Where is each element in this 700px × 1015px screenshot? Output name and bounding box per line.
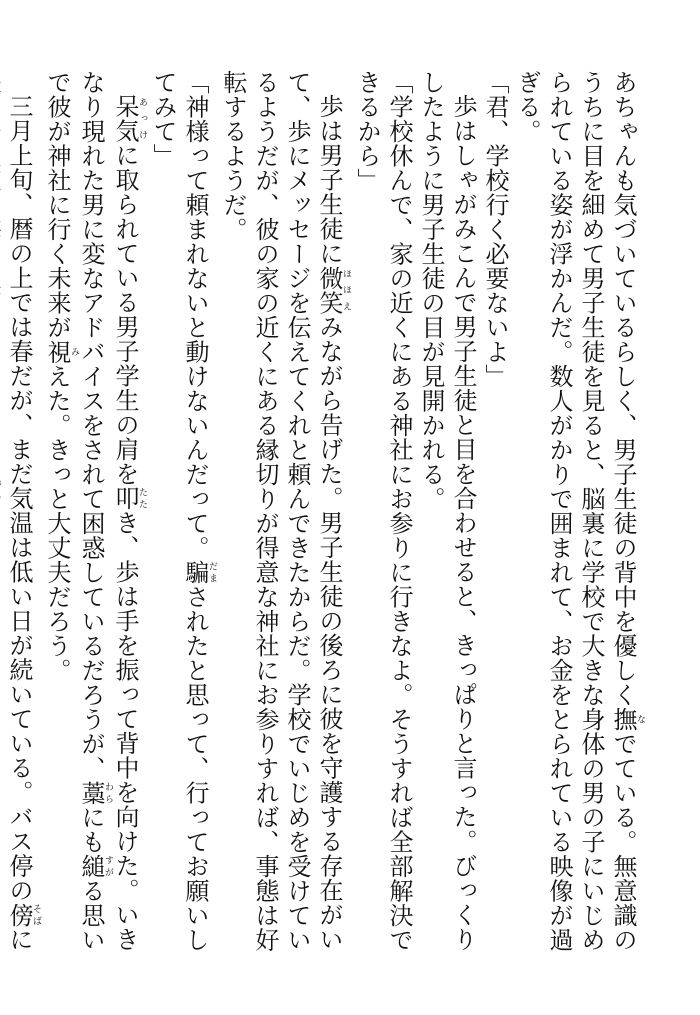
- paragraph: [479, 70, 511, 970]
- furigana: たた: [137, 486, 147, 511]
- ruby-word: 騙だま: [181, 560, 217, 585]
- ruby-word: 縋すが: [77, 854, 113, 879]
- furigana: ほほえ: [341, 265, 351, 315]
- text-run: みながら告げた。男子生徒の後ろに彼を守護する存在がいて、歩にメッセージを伝えてくれと頼んできたからだ。学校でいじめを受けているようだが、彼の家の近くにある縁切りが得意な神社にお参りすれば、事態は好転するようだ。: [219, 70, 343, 952]
- furigana: わら: [103, 780, 113, 805]
- ruby-word: 傍そば: [5, 902, 41, 927]
- paragraph: [415, 70, 479, 970]
- furigana: な: [635, 707, 645, 732]
- paragraph: [351, 70, 415, 970]
- text-run: 三月上旬、暦の上では春だが、まだ気温は低い日が続いている。バス停の: [5, 94, 33, 903]
- ruby-word: 視み: [43, 339, 79, 364]
- furigana: そば: [31, 902, 41, 927]
- text-run: にも: [77, 805, 105, 854]
- ruby-word: 呆気あっけ: [111, 94, 147, 143]
- paragraph: [511, 70, 645, 970]
- ruby-word: 叩たた: [111, 486, 147, 511]
- paragraph: [217, 70, 351, 970]
- text-run: き、歩は手を振って背中を向けた。いきなり現れた男に変なアドバイスをされて困惑しているだろうが、: [77, 70, 139, 952]
- text-run: あちゃんも気づいているらしく、男子生徒の背中を優しく: [609, 70, 637, 707]
- text-run: えた。きっと大丈夫だろう。: [43, 364, 71, 683]
- furigana: すが: [103, 854, 113, 879]
- text-run: 「君、学校行く必要ないよ」: [481, 70, 509, 389]
- ruby-word: 微笑ほほえ: [315, 265, 351, 315]
- text-run: 「神様って頼まれないと動けないんだって。: [181, 70, 209, 560]
- vertical-text-body: [0, 70, 645, 970]
- text-run: に: [5, 927, 33, 952]
- paragraph: [41, 70, 147, 970]
- text-run: でている。無意識のうちに目を細めて男子生徒を見ると、脳裏に学校で大きな身体の男の子にいじめられている姿が浮かんだ。数人がかりで囲まれて、お金をとられている映像が過ぎる。: [513, 70, 637, 952]
- text-run: されたと思って、行ってお願いしてみて」: [149, 70, 209, 952]
- text-run: に取られている男子学生の肩を: [111, 143, 139, 486]
- ruby-word: 撫な: [609, 707, 645, 732]
- text-run: 歩は男子生徒に: [315, 94, 343, 266]
- furigana: み: [69, 339, 79, 364]
- furigana: あっけ: [137, 94, 147, 143]
- ruby-word: 藁わら: [77, 780, 113, 805]
- text-run: る思いで彼が神社に行く未来が: [43, 70, 105, 952]
- text-run: 「学校休んで、家の近くにある神社にお参りに行きなよ。そうすれば全部解決できるから」: [353, 70, 413, 952]
- furigana: だま: [207, 560, 217, 585]
- paragraph: [0, 70, 41, 970]
- paragraph: [147, 70, 217, 970]
- text-run: 歩はしゃがみこんで男子生徒と目を合わせると、きっぱりと言った。びっくりしたように男子生徒の目が見開かれる。: [417, 70, 477, 952]
